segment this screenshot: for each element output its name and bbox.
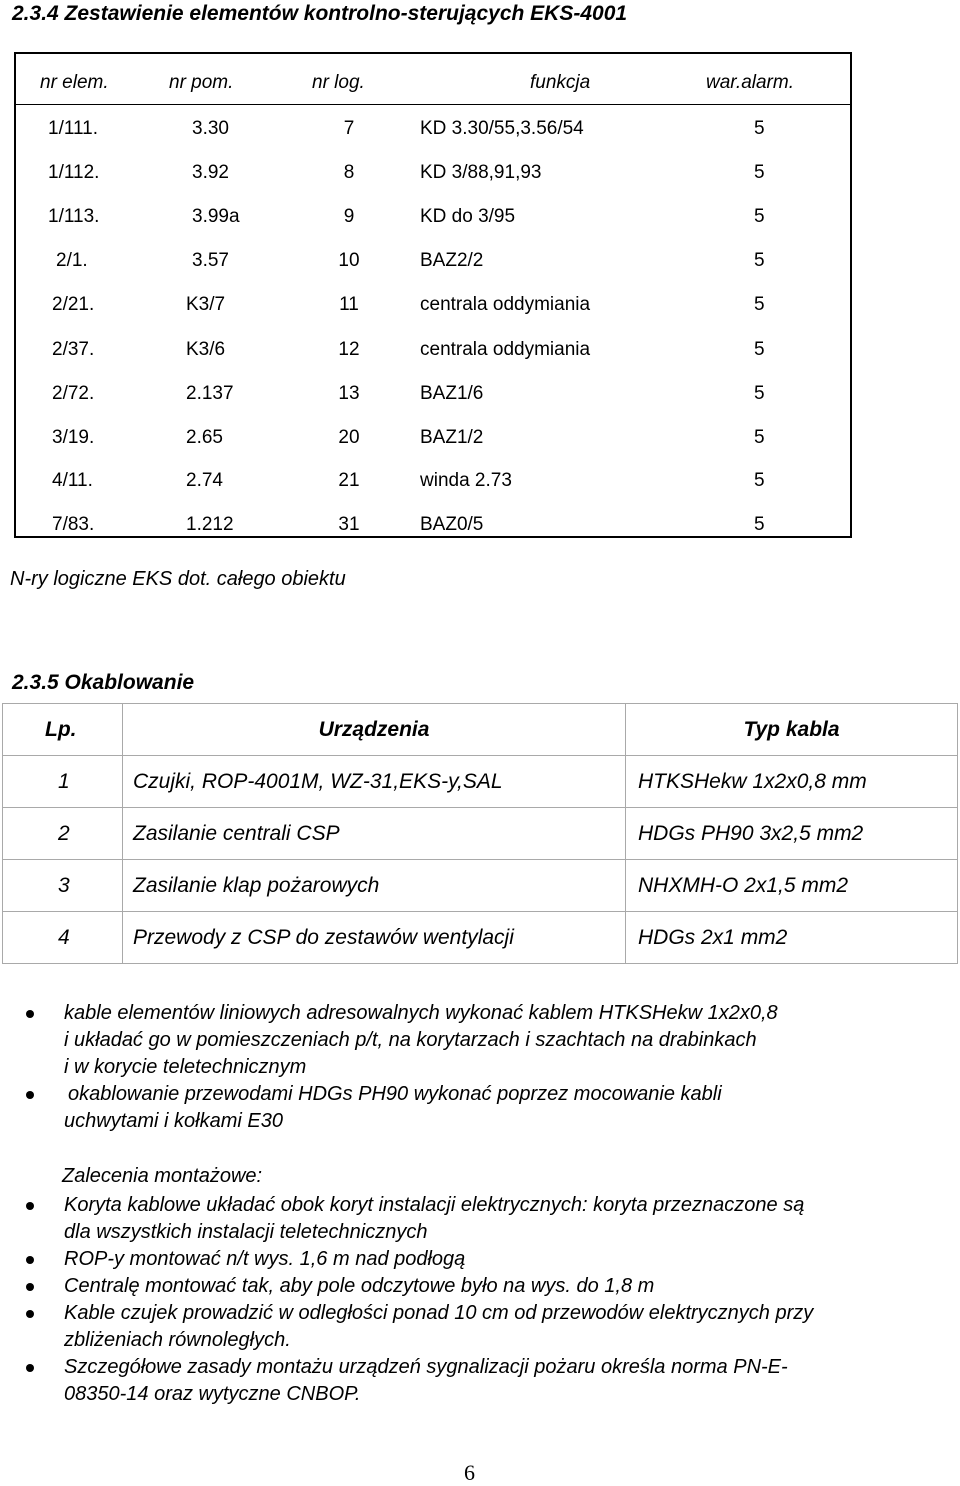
list-item-line: Koryta kablowe układać obok koryt instalacji elektrycznych: koryta przeznaczone są	[64, 1194, 805, 1216]
cell-number: 3	[3, 860, 123, 912]
table-header-row	[3, 704, 958, 756]
cell-room-no: K3/6	[186, 339, 226, 360]
installation-recommendations-title: Zalecenia montażowe:	[62, 1165, 263, 1187]
cell-room-no: 2.65	[186, 427, 223, 448]
column-header-number: Lp.	[3, 704, 123, 756]
column-header-element-no: nr elem.	[40, 72, 109, 93]
list-item-line: ROP-y montować n/t wys. 1,6 m nad podłogą	[64, 1248, 466, 1270]
page-number: 6	[464, 1460, 475, 1485]
cell-element-no: 1/111.	[48, 118, 99, 139]
column-header-function: funkcja	[530, 72, 591, 93]
cell-room-no: 2.137	[186, 383, 234, 404]
cell-element-no: 2/1.	[56, 250, 88, 271]
cell-logical-no: 12	[338, 339, 360, 360]
cell-logical-no: 31	[338, 514, 360, 535]
table-row	[3, 912, 958, 964]
cell-function: centrala oddymiania	[420, 294, 591, 315]
cell-function: BAZ1/6	[420, 383, 484, 404]
cell-logical-no: 9	[343, 206, 355, 227]
list-item-line: Szczegółowe zasady montażu urządzeń sygnalizacji pożaru określa norma PN-E-	[64, 1356, 788, 1378]
header-divider	[16, 104, 850, 105]
bullet-icon	[26, 1364, 34, 1372]
cell-device: Zasilanie klap pożarowych	[123, 860, 626, 912]
list-item-line: uchwytami i kołkami E30	[64, 1110, 283, 1132]
cabling-notes-list	[0, 1000, 880, 1135]
cell-cable-type: NHXMH-O 2x1,5 mm2	[626, 860, 958, 912]
table-row	[3, 860, 958, 912]
cell-cable-type: HDGs 2x1 mm2	[626, 912, 958, 964]
list-item-line: kable elementów liniowych adresowalnych wykonać kablem HTKSHekw 1x2x0,8	[64, 1002, 778, 1024]
section-title-eks: 2.3.4 Zestawienie elementów kontrolno-sterujących EKS-4001	[12, 2, 628, 25]
cabling-table	[2, 703, 958, 964]
bullet-icon	[26, 1010, 34, 1018]
column-header-cable-type: Typ kabla	[626, 704, 958, 756]
cell-function: BAZ2/2	[420, 250, 484, 271]
bullet-icon	[26, 1202, 34, 1210]
list-item	[0, 1000, 880, 1081]
cell-function: KD 3/88,91,93	[420, 162, 542, 183]
list-item	[0, 1300, 960, 1354]
list-item	[0, 1273, 960, 1300]
cell-logical-no: 21	[338, 470, 360, 491]
table-row	[3, 808, 958, 860]
cell-cable-type: HDGs PH90 3x2,5 mm2	[626, 808, 958, 860]
cell-alarm-condition: 5	[754, 294, 765, 315]
cell-function: BAZ0/5	[420, 514, 484, 535]
bullet-icon	[26, 1091, 34, 1099]
bullet-icon	[26, 1256, 34, 1264]
cell-function: winda 2.73	[420, 470, 512, 491]
cell-alarm-condition: 5	[754, 250, 765, 271]
cell-device: Czujki, ROP-4001M, WZ-31,EKS-y,SAL	[123, 756, 626, 808]
list-item	[0, 1354, 960, 1408]
installation-recommendations-list	[0, 1192, 960, 1408]
list-item-line: zbliżeniach równoległych.	[64, 1329, 291, 1351]
list-item-line: dla wszystkich instalacji teletechnicznych	[64, 1221, 428, 1243]
cell-number: 4	[3, 912, 123, 964]
cell-room-no: 3.57	[192, 250, 229, 271]
list-item	[0, 1081, 880, 1135]
cell-alarm-condition: 5	[754, 427, 765, 448]
cell-function: centrala oddymiania	[420, 339, 591, 360]
section-title-cabling: 2.3.5 Okablowanie	[12, 671, 195, 694]
list-item	[0, 1246, 960, 1273]
cell-logical-no: 10	[338, 250, 360, 271]
cell-element-no: 4/11.	[52, 470, 93, 491]
cell-room-no: K3/7	[186, 294, 226, 315]
bullet-icon	[26, 1310, 34, 1318]
bullet-icon	[26, 1283, 34, 1291]
eks-elements-table	[14, 52, 852, 538]
cell-logical-no: 20	[338, 427, 360, 448]
cell-alarm-condition: 5	[754, 118, 765, 139]
cell-function: KD do 3/95	[420, 206, 516, 227]
cell-alarm-condition: 5	[754, 514, 765, 535]
cell-device: Przewody z CSP do zestawów wentylacji	[123, 912, 626, 964]
cell-logical-no: 13	[338, 383, 360, 404]
cell-room-no: 3.99a	[192, 206, 240, 227]
cell-logical-no: 7	[343, 118, 355, 139]
list-item-line: i układać go w pomieszczeniach p/t, na korytarzach i szachtach na drabinkach	[64, 1029, 757, 1051]
cell-alarm-condition: 5	[754, 470, 765, 491]
cell-element-no: 2/72.	[52, 383, 95, 404]
cell-device: Zasilanie centrali CSP	[123, 808, 626, 860]
list-item-line: Centralę montować tak, aby pole odczytowe było na wys. do 1,8 m	[64, 1275, 655, 1297]
list-item-line: okablowanie przewodami HDGs PH90 wykonać poprzez mocowanie kabli	[68, 1083, 722, 1105]
cell-room-no: 3.30	[192, 118, 229, 139]
cell-function: BAZ1/2	[420, 427, 484, 448]
cell-alarm-condition: 5	[754, 383, 765, 404]
list-item	[0, 1192, 960, 1246]
cell-element-no: 3/19.	[52, 427, 95, 448]
cell-number: 1	[3, 756, 123, 808]
table-row	[3, 756, 958, 808]
cell-logical-no: 8	[343, 162, 355, 183]
cell-element-no: 2/37.	[52, 339, 95, 360]
cell-element-no: 1/112.	[48, 162, 100, 183]
list-item-line: Kable czujek prowadzić w odległości ponad 10 cm od przewodów elektrycznych przy	[64, 1302, 814, 1324]
list-item-line: i w korycie teletechnicznym	[64, 1056, 307, 1078]
column-header-room-no: nr pom.	[169, 72, 234, 93]
cell-alarm-condition: 5	[754, 206, 765, 227]
cell-number: 2	[3, 808, 123, 860]
cell-room-no: 3.92	[192, 162, 229, 183]
cell-room-no: 1.212	[186, 514, 234, 535]
cell-room-no: 2.74	[186, 470, 223, 491]
cell-function: KD 3.30/55,3.56/54	[420, 118, 584, 139]
cell-alarm-condition: 5	[754, 339, 765, 360]
cell-logical-no: 11	[339, 294, 359, 315]
cell-element-no: 2/21.	[52, 294, 95, 315]
cell-alarm-condition: 5	[754, 162, 765, 183]
column-header-alarm-condition: war.alarm.	[706, 72, 794, 93]
column-header-devices: Urządzenia	[123, 704, 626, 756]
cell-element-no: 7/83.	[52, 514, 95, 535]
list-item-line: 08350-14 oraz wytyczne CNBOP.	[64, 1383, 361, 1405]
logical-numbers-note: N-ry logiczne EKS dot. całego obiektu	[10, 568, 346, 590]
cell-element-no: 1/113.	[48, 206, 100, 227]
column-header-logical-no: nr log.	[312, 72, 365, 93]
cell-cable-type: HTKSHekw 1x2x0,8 mm	[626, 756, 958, 808]
